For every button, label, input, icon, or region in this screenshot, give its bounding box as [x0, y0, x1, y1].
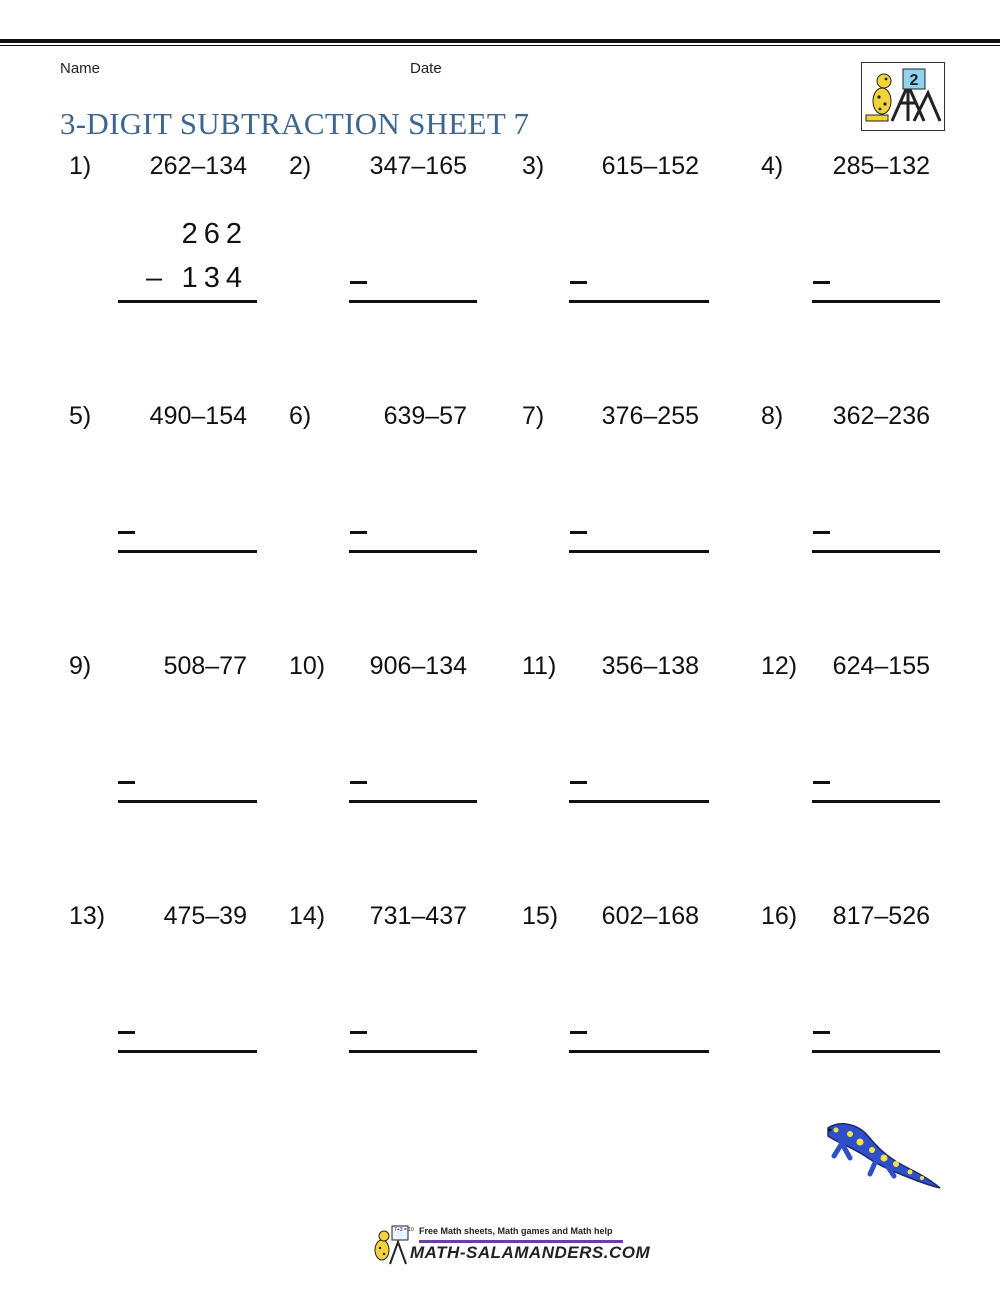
level-badge: 2 — [909, 72, 919, 89]
problem-number: 15) — [522, 902, 559, 930]
minus-sign — [118, 781, 135, 784]
problem-number: 12) — [761, 652, 798, 680]
problem-expression: 602–168 — [601, 902, 699, 930]
problem-number: 10) — [289, 652, 326, 680]
minus-sign — [350, 281, 367, 284]
minus-sign — [813, 1031, 830, 1034]
minus-sign — [350, 1031, 367, 1034]
answer-line[interactable] — [569, 300, 709, 303]
answer-line[interactable] — [118, 300, 257, 303]
problem-expression: 490–154 — [149, 402, 247, 430]
minus-sign — [350, 781, 367, 784]
minus-sign — [570, 781, 587, 784]
example-minuend: 262 — [181, 218, 248, 250]
minus-sign — [350, 531, 367, 534]
problem-expression: 347–165 — [369, 152, 467, 180]
problem-expression: 475–39 — [163, 902, 247, 930]
problem-number: 13) — [69, 902, 106, 930]
problem-number: 7) — [522, 402, 545, 430]
example-subtrahend: 134 — [181, 262, 248, 294]
problem-expression: 615–152 — [601, 152, 699, 180]
minus-sign — [570, 531, 587, 534]
answer-line[interactable] — [569, 800, 709, 803]
problem-number: 2) — [289, 152, 312, 180]
salamander-easel-icon — [862, 63, 944, 130]
footer-branding — [370, 1222, 651, 1267]
date-label: Date — [410, 60, 442, 77]
problem-expression: 508–77 — [163, 652, 247, 680]
problem-expression: 376–255 — [601, 402, 699, 430]
answer-line[interactable] — [349, 800, 477, 803]
answer-line[interactable] — [349, 1050, 477, 1053]
minus-sign — [570, 1031, 587, 1034]
page-title: 3-DIGIT SUBTRACTION SHEET 7 — [60, 106, 530, 141]
problem-number: 1) — [69, 152, 92, 180]
problem-expression: 817–526 — [832, 902, 930, 930]
answer-line[interactable] — [118, 800, 257, 803]
problem-number: 14) — [289, 902, 326, 930]
minus-sign — [118, 1031, 135, 1034]
top-rule-thin — [0, 45, 1000, 46]
answer-line[interactable] — [118, 1050, 257, 1053]
problem-expression: 731–437 — [369, 902, 467, 930]
footer-site-link[interactable]: MATH-SALAMANDERS.COM — [410, 1243, 651, 1262]
problem-expression: 624–155 — [832, 652, 930, 680]
problem-expression: 262–134 — [149, 152, 247, 180]
problem-expression: 639–57 — [383, 402, 467, 430]
answer-line[interactable] — [812, 300, 940, 303]
problem-number: 16) — [761, 902, 798, 930]
problem-number: 6) — [289, 402, 312, 430]
minus-sign — [813, 281, 830, 284]
answer-line[interactable] — [569, 550, 709, 553]
answer-line[interactable] — [812, 800, 940, 803]
problem-number: 3) — [522, 152, 545, 180]
problem-expression: 362–236 — [832, 402, 930, 430]
footer-logo-text: 7+3 = 10 — [394, 1227, 414, 1233]
minus-sign — [813, 781, 830, 784]
footer-tagline: Free Math sheets, Math games and Math help — [419, 1226, 613, 1236]
problem-expression: 356–138 — [601, 652, 699, 680]
salamander-illustration — [820, 1118, 945, 1196]
minus-sign — [118, 531, 135, 534]
name-label: Name — [60, 60, 101, 77]
problem-number: 5) — [69, 402, 92, 430]
minus-sign — [570, 281, 587, 284]
problem-expression: 906–134 — [369, 652, 467, 680]
problem-number: 11) — [522, 652, 557, 680]
answer-line[interactable] — [349, 300, 477, 303]
answer-line[interactable] — [569, 1050, 709, 1053]
level-logo — [861, 62, 945, 131]
problem-number: 4) — [761, 152, 784, 180]
answer-line[interactable] — [812, 550, 940, 553]
minus-sign — [813, 531, 830, 534]
problem-number: 8) — [761, 402, 784, 430]
problem-expression: 285–132 — [832, 152, 930, 180]
answer-line[interactable] — [812, 1050, 940, 1053]
example-operator: – — [146, 262, 169, 294]
problem-number: 9) — [69, 652, 92, 680]
answer-line[interactable] — [349, 550, 477, 553]
answer-line[interactable] — [118, 550, 257, 553]
top-rule — [0, 39, 1000, 43]
